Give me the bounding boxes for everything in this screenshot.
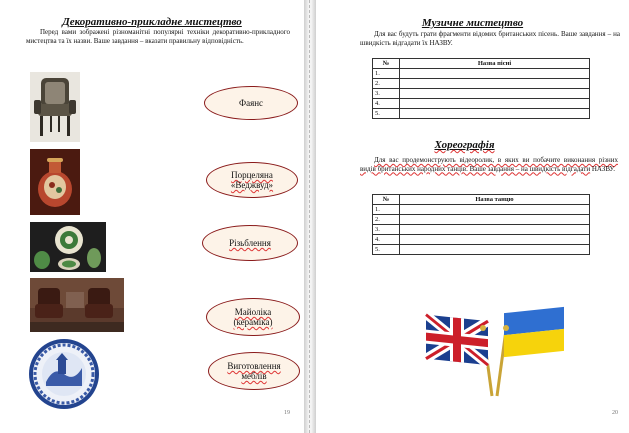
label-oval-majolica[interactable]: [206, 298, 300, 336]
label-text: Порцеляна: [231, 170, 273, 180]
row-number: 1.: [373, 69, 400, 79]
uk-ukraine-flags-image: [420, 300, 570, 400]
row-number: 5.: [373, 109, 400, 119]
music-intro: Для вас будуть грати фрагменти відомих британських пісень. Ваше завдання – на швидкість відгадати їх НАЗВУ.: [360, 30, 620, 47]
label-text: Фаянс: [238, 98, 264, 108]
answer-cell[interactable]: [400, 225, 590, 235]
answer-cell[interactable]: [400, 99, 590, 109]
leather-armchairs-image: [30, 278, 124, 332]
label-oval-faience[interactable]: [204, 86, 298, 120]
answer-cell[interactable]: [400, 215, 590, 225]
porcelain-vase-image: [30, 149, 80, 215]
label-text: Майоліка: [234, 307, 272, 317]
armchair-image: [30, 72, 80, 142]
column-header: Назва пісні: [400, 59, 590, 69]
row-number: 3.: [373, 89, 400, 99]
row-number: 2.: [373, 79, 400, 89]
column-header: №: [373, 59, 400, 69]
blue-plate-image: [28, 338, 100, 410]
table-row[interactable]: [373, 79, 590, 89]
label-text: Різьблення: [229, 238, 271, 248]
table-row[interactable]: [373, 235, 590, 245]
right-page: [316, 0, 629, 433]
page-number: 19: [284, 410, 290, 416]
row-number: 5.: [373, 245, 400, 255]
label-text: Виготовлення: [227, 361, 281, 371]
left-page: [0, 0, 304, 433]
answer-cell[interactable]: [400, 205, 590, 215]
page-number: 20: [612, 410, 618, 416]
section-title-dance: Хореографія: [434, 139, 495, 151]
label-text: «Веджвуд»: [230, 180, 274, 190]
table-row[interactable]: [373, 109, 590, 119]
songs-table: [372, 58, 590, 119]
dances-table: [372, 194, 590, 255]
table-row[interactable]: [373, 99, 590, 109]
decorative-intro: Перед вами зображені різноманітні популярні техніки декоративно-прикладного мистецтва та їх назви. Ваше завдання – вказати правильну відповідність.: [26, 28, 290, 45]
dance-intro: Для вас продемонструють відеоролик, в яких ви побачите виконання різних видів британських народних танців. Ваше завдання – на швидкість відгадати НАЗВУ.: [360, 156, 618, 173]
row-number: 1.: [373, 205, 400, 215]
label-text: меблів: [241, 371, 267, 381]
table-row[interactable]: [373, 205, 590, 215]
column-header: Назва танцю: [400, 195, 590, 205]
row-number: 4.: [373, 235, 400, 245]
answer-cell[interactable]: [400, 79, 590, 89]
answer-cell[interactable]: [400, 89, 590, 99]
answer-cell[interactable]: [400, 69, 590, 79]
table-header-row: [373, 195, 590, 205]
page-gutter: [304, 0, 316, 433]
table-row[interactable]: [373, 225, 590, 235]
table-row[interactable]: [373, 245, 590, 255]
table-header-row: [373, 59, 590, 69]
label-oval-furniture[interactable]: [208, 352, 300, 390]
answer-cell[interactable]: [400, 235, 590, 245]
answer-cell[interactable]: [400, 109, 590, 119]
table-row[interactable]: [373, 89, 590, 99]
row-number: 3.: [373, 225, 400, 235]
majolica-plates-image: [30, 222, 106, 272]
section-title-music: Музичне мистецтво: [421, 17, 524, 29]
row-number: 2.: [373, 215, 400, 225]
row-number: 4.: [373, 99, 400, 109]
table-row[interactable]: [373, 215, 590, 225]
label-oval-porcelain[interactable]: [206, 162, 298, 198]
section-title-decorative: Декоративно-прикладне мистецтво: [62, 16, 242, 28]
table-row[interactable]: [373, 69, 590, 79]
column-header: №: [373, 195, 400, 205]
label-oval-carving[interactable]: [202, 225, 298, 261]
label-text: (кераміка): [233, 317, 273, 327]
answer-cell[interactable]: [400, 245, 590, 255]
